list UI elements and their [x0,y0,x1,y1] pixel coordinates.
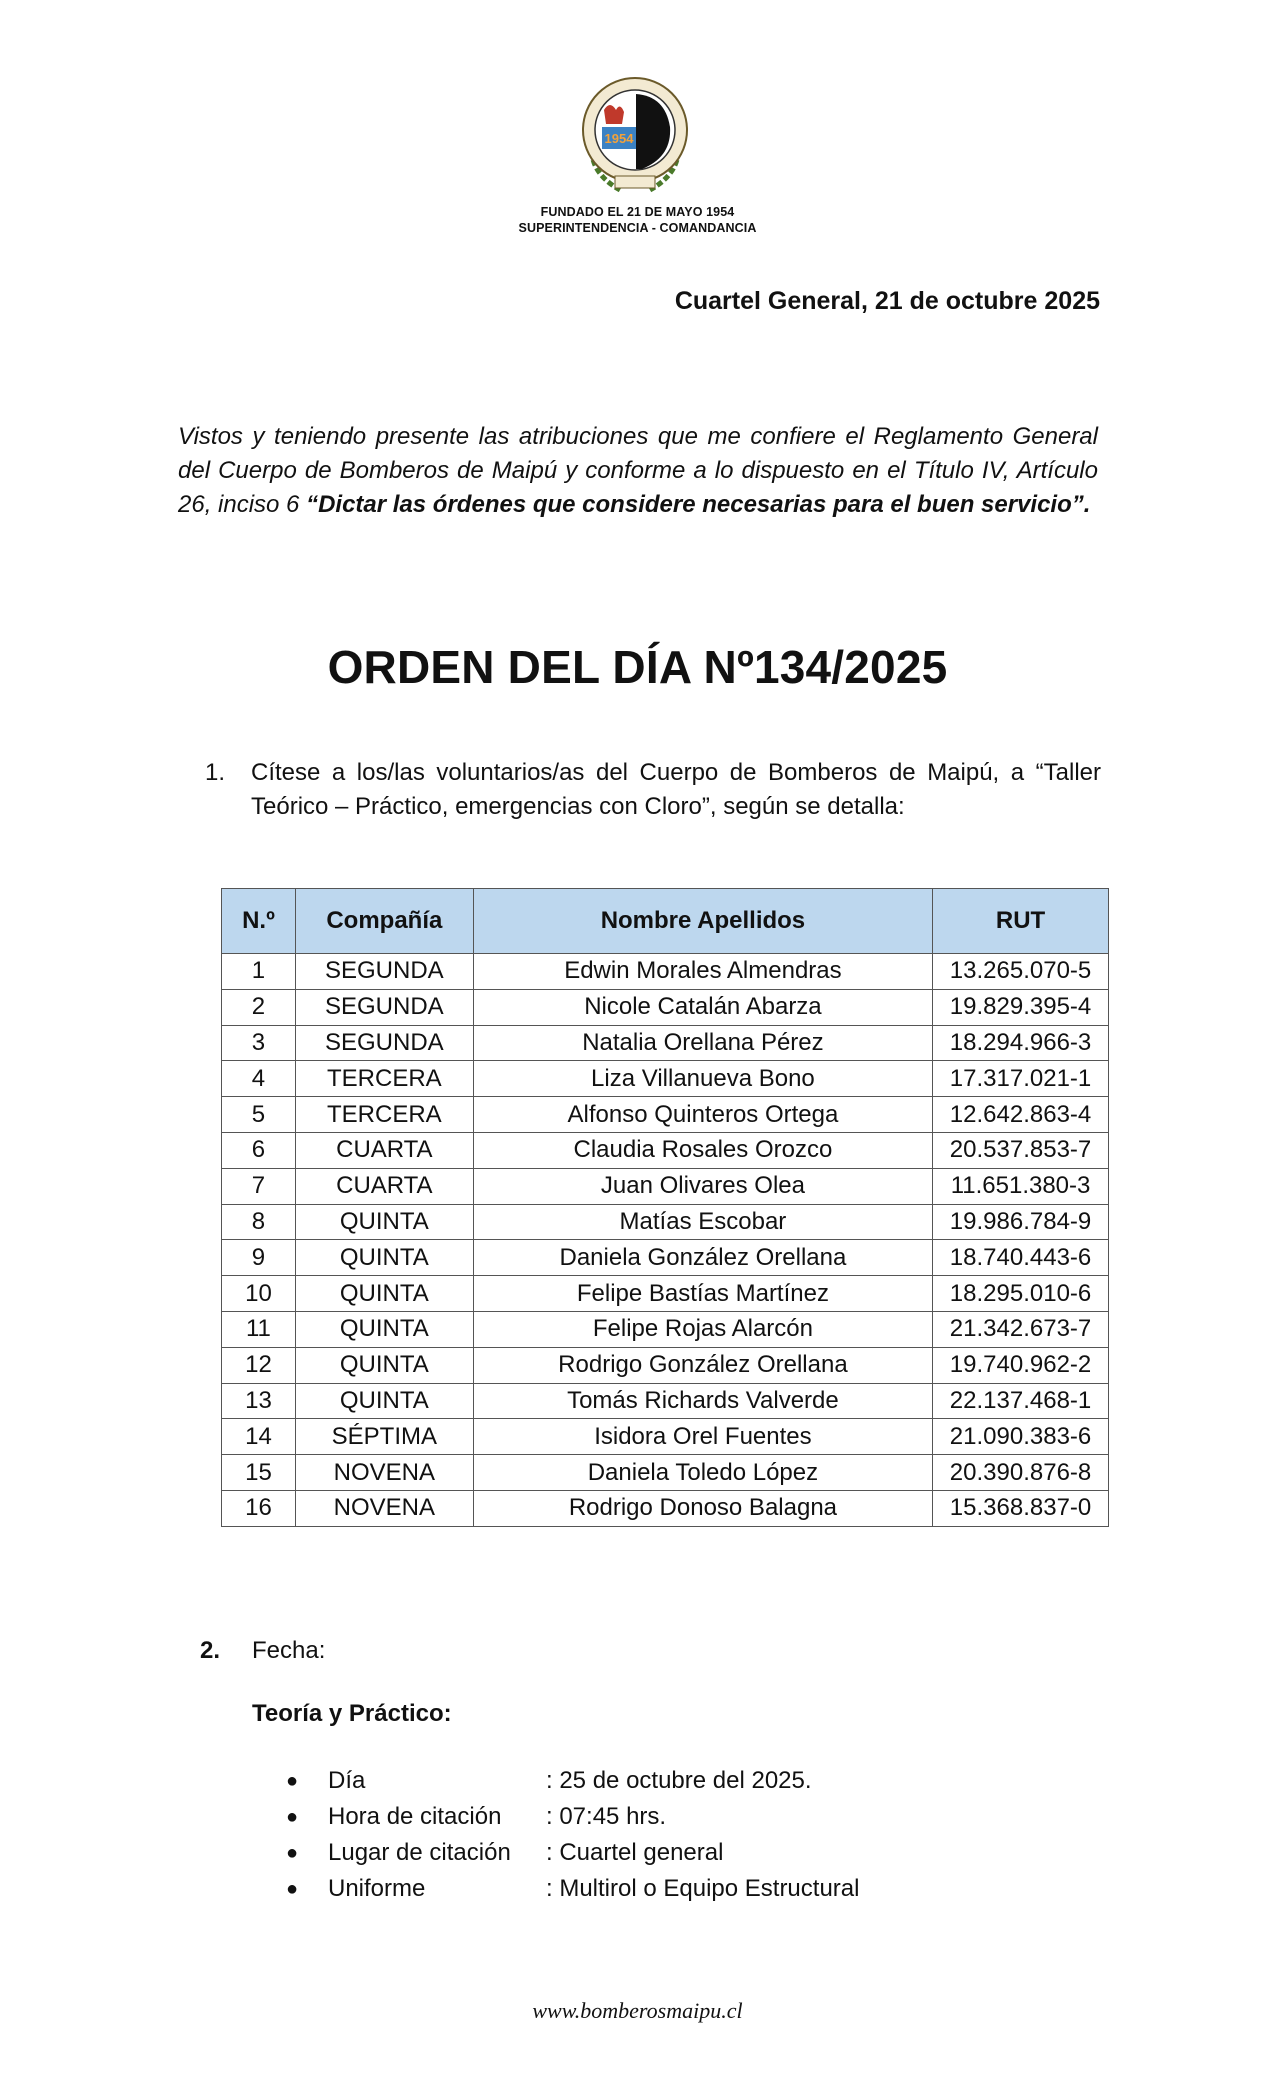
cell-rut: 20.390.876-8 [933,1455,1109,1491]
table-row [222,1347,1109,1383]
bullet-icon: ● [286,1878,299,1900]
header-name: Nombre Apellidos [473,889,932,954]
detail-value: : Multirol o Equipo Estructural [546,1875,860,1902]
cell-rut: 11.651.380-3 [933,1168,1109,1204]
detail-label: Lugar de citación [328,1839,511,1866]
cell-company: NOVENA [295,1490,473,1526]
cell-rut: 19.829.395-4 [933,989,1109,1025]
table-row [222,1132,1109,1168]
item-1-text: Cítese a los/las voluntarios/as del Cuerpo de Bomberos de Maipú, a “Taller Teórico – Práctico, emergencias con Cloro”, según se detalla: [251,759,1101,820]
cell-name: Daniela González Orellana [473,1240,932,1276]
detail-label: Hora de citación [328,1803,502,1830]
cell-company: QUINTA [295,1276,473,1312]
cell-number: 5 [222,1097,296,1133]
order-title: ORDEN DEL DÍA Nº134/2025 [327,641,948,693]
cell-name: Claudia Rosales Orozco [473,1132,932,1168]
cell-company: SEGUNDA [295,954,473,990]
cell-number: 9 [222,1240,296,1276]
cell-rut: 20.537.853-7 [933,1132,1109,1168]
header-number: N.º [222,889,296,954]
cell-name: Rodrigo Donoso Balagna [473,1490,932,1526]
cell-number: 4 [222,1061,296,1097]
table-row [222,954,1109,990]
detail-value: : 25 de octubre del 2025. [546,1767,812,1794]
cell-number: 10 [222,1276,296,1312]
cell-name: Juan Olivares Olea [473,1168,932,1204]
table-row [222,1490,1109,1526]
detail-value: : 07:45 hrs. [546,1803,667,1830]
cell-company: TERCERA [295,1061,473,1097]
cell-company: NOVENA [295,1455,473,1491]
detail-label: Día [328,1767,366,1794]
logo-year: 1954 [604,131,634,146]
table-row [222,1455,1109,1491]
cell-company: QUINTA [295,1204,473,1240]
founded-line: FUNDADO EL 21 DE MAYO 1954 [540,205,735,219]
cell-number: 1 [222,954,296,990]
detail-label: Uniforme [328,1875,426,1902]
cell-name: Liza Villanueva Bono [473,1061,932,1097]
intro-text: Vistos y teniendo presente las atribuciones que me confiere el Reglamento General del Cuerpo de Bomberos de Maipú y conforme a lo dispuesto en el Título IV, Artículo 26, inciso 6 [178,423,1098,518]
cell-name: Edwin Morales Almendras [473,954,932,990]
cell-rut: 19.740.962-2 [933,1347,1109,1383]
cell-name: Isidora Orel Fuentes [473,1419,932,1455]
cell-company: QUINTA [295,1240,473,1276]
bullet-icon: ● [286,1806,299,1828]
cell-company: QUINTA [295,1383,473,1419]
table-row [222,1168,1109,1204]
dateline: Cuartel General, 21 de octubre 2025 [674,287,1100,315]
table-row [222,1025,1109,1061]
cell-number: 11 [222,1311,296,1347]
cell-number: 8 [222,1204,296,1240]
table-row [222,1311,1109,1347]
cell-company: SEGUNDA [295,1025,473,1061]
cell-number: 7 [222,1168,296,1204]
table-row [222,989,1109,1025]
cell-rut: 18.295.010-6 [933,1276,1109,1312]
cell-number: 12 [222,1347,296,1383]
intro-quote: “Dictar las órdenes que considere necesarias para el buen servicio”. [306,491,1091,518]
header-company: Compañía [295,889,473,954]
cell-rut: 18.740.443-6 [933,1240,1109,1276]
cell-company: CUARTA [295,1132,473,1168]
cell-number: 6 [222,1132,296,1168]
item-2-number: 2. [200,1637,221,1664]
table-row [222,1061,1109,1097]
table-row [222,1383,1109,1419]
cell-rut: 21.342.673-7 [933,1311,1109,1347]
fire-department-seal-logo [570,72,700,202]
table-row [222,1240,1109,1276]
cell-number: 15 [222,1455,296,1491]
cell-rut: 17.317.021-1 [933,1061,1109,1097]
cell-company: CUARTA [295,1168,473,1204]
cell-rut: 15.368.837-0 [933,1490,1109,1526]
volunteer-table [221,888,1109,1527]
cell-number: 16 [222,1490,296,1526]
cell-rut: 13.265.070-5 [933,954,1109,990]
cell-number: 3 [222,1025,296,1061]
cell-name: Tomás Richards Valverde [473,1383,932,1419]
footer-website: www.bomberosmaipu.cl [532,1998,743,2023]
cell-number: 2 [222,989,296,1025]
cell-rut: 19.986.784-9 [933,1204,1109,1240]
bullet-icon: ● [286,1770,299,1792]
cell-name: Matías Escobar [473,1204,932,1240]
schedule-subheading: Teoría y Práctico: [252,1700,452,1727]
cell-company: QUINTA [295,1311,473,1347]
cell-company: TERCERA [295,1097,473,1133]
cell-rut: 22.137.468-1 [933,1383,1109,1419]
item-2 [200,1637,325,1665]
bullet-icon: ● [286,1842,299,1864]
cell-name: Alfonso Quinteros Ortega [473,1097,932,1133]
cell-company: QUINTA [295,1347,473,1383]
cell-number: 14 [222,1419,296,1455]
item-1-number: 1. [205,759,226,786]
cell-name: Nicole Catalán Abarza [473,989,932,1025]
table-row [222,1204,1109,1240]
cell-name: Felipe Rojas Alarcón [473,1311,932,1347]
header-rut: RUT [933,889,1109,954]
item-2-label: Fecha: [252,1637,326,1664]
cell-name: Daniela Toledo López [473,1455,932,1491]
table-row [222,1276,1109,1312]
table-header-row [222,889,1109,954]
department-line: SUPERINTENDENCIA - COMANDANCIA [518,221,757,235]
cell-name: Natalia Orellana Pérez [473,1025,932,1061]
detail-value: : Cuartel general [546,1839,724,1866]
table-row [222,1419,1109,1455]
cell-name: Felipe Bastías Martínez [473,1276,932,1312]
cell-rut: 18.294.966-3 [933,1025,1109,1061]
table-row [222,1097,1109,1133]
cell-company: SEGUNDA [295,989,473,1025]
cell-company: SÉPTIMA [295,1419,473,1455]
cell-number: 13 [222,1383,296,1419]
intro-paragraph [178,420,1098,522]
cell-rut: 12.642.863-4 [933,1097,1109,1133]
cell-rut: 21.090.383-6 [933,1419,1109,1455]
cell-name: Rodrigo González Orellana [473,1347,932,1383]
